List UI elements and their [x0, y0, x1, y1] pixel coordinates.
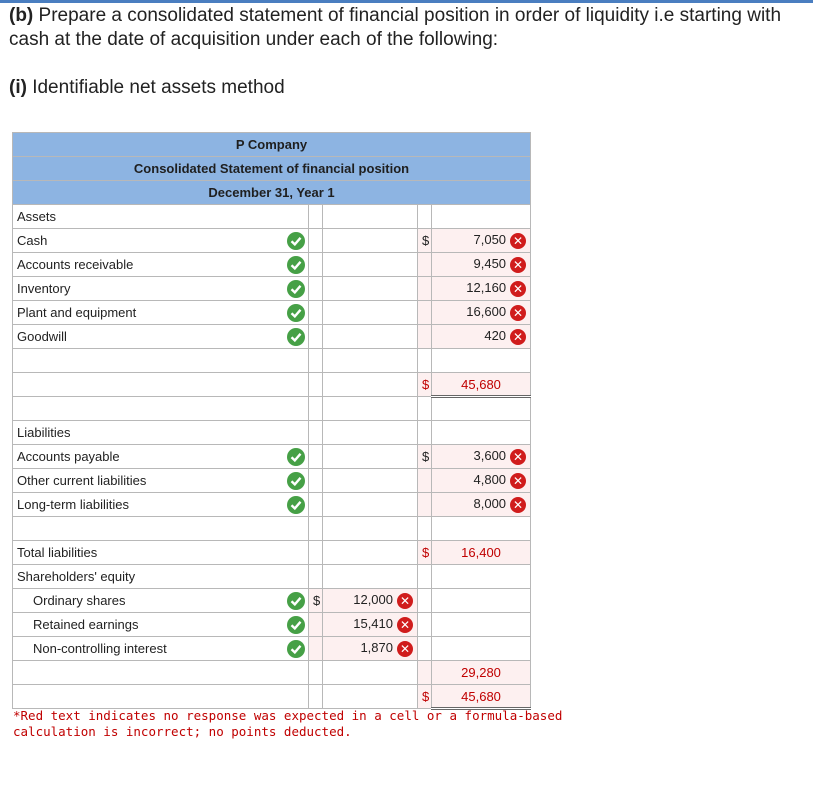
check-circle-icon	[287, 472, 305, 490]
table-row	[13, 397, 531, 421]
account-cell[interactable]	[13, 277, 309, 301]
amount-input[interactable]	[323, 613, 418, 637]
table-row	[13, 229, 531, 253]
check-circle-icon	[287, 256, 305, 274]
equity-heading: Shareholders' equity	[13, 565, 309, 589]
dollar-sign: $	[309, 589, 323, 613]
total-equity-value: 29,280	[432, 661, 531, 685]
amount-value: 9,450	[473, 256, 507, 272]
x-circle-icon: ✕	[510, 449, 526, 465]
check-circle-icon	[287, 280, 305, 298]
account-label: Retained earnings	[33, 617, 139, 632]
dollar-sign	[418, 301, 432, 325]
dollar-sign: $	[418, 229, 432, 253]
account-label: Cash	[17, 233, 48, 248]
amount-input[interactable]	[432, 325, 531, 349]
check-circle-icon	[287, 328, 305, 346]
check-circle-icon	[287, 448, 305, 466]
total-liabilities-value: 16,400	[432, 541, 531, 565]
amount-input[interactable]	[432, 301, 531, 325]
statement-date: December 31, Year 1	[13, 181, 531, 205]
table-row	[13, 685, 531, 709]
check-circle-icon	[287, 496, 305, 514]
x-circle-icon: ✕	[510, 233, 526, 249]
table-row	[13, 445, 531, 469]
amount-value: 8,000	[473, 496, 507, 512]
red-text-note: *Red text indicates no response was expected in a cell or a formula-based calculation is incorrect; no points deducted.	[13, 708, 563, 739]
amount-value: 4,800	[473, 472, 507, 488]
amount-input[interactable]	[323, 589, 418, 613]
account-cell[interactable]	[13, 301, 309, 325]
table-row	[13, 349, 531, 373]
dollar-sign	[309, 613, 323, 637]
amount-value: 420	[484, 328, 507, 344]
table-row	[13, 637, 531, 661]
account-cell[interactable]	[13, 469, 309, 493]
table-row	[13, 661, 531, 685]
account-cell[interactable]	[13, 589, 309, 613]
account-cell[interactable]	[13, 445, 309, 469]
table-row	[13, 493, 531, 517]
x-circle-icon: ✕	[510, 281, 526, 297]
x-circle-icon: ✕	[510, 257, 526, 273]
account-cell[interactable]	[13, 229, 309, 253]
table-row	[13, 205, 531, 229]
dollar-sign	[418, 493, 432, 517]
table-row	[13, 613, 531, 637]
account-label: Non-controlling interest	[33, 641, 167, 656]
sub-label: (i)	[9, 77, 27, 98]
company-name: P Company	[13, 133, 531, 157]
dollar-sign	[418, 325, 432, 349]
dollar-sign: $	[418, 445, 432, 469]
amount-input[interactable]	[432, 493, 531, 517]
x-circle-icon: ✕	[510, 497, 526, 513]
account-label: Accounts payable	[17, 449, 120, 464]
table-row	[13, 325, 531, 349]
total-liabilities-label: Total liabilities	[13, 541, 309, 565]
amount-value: 12,000	[353, 592, 393, 608]
table-row	[13, 469, 531, 493]
dollar-sign	[309, 637, 323, 661]
check-circle-icon	[287, 640, 305, 658]
table-row	[13, 421, 531, 445]
amount-value: 3,600	[473, 448, 507, 464]
x-circle-icon: ✕	[397, 641, 413, 657]
table-row	[13, 517, 531, 541]
account-label: Inventory	[17, 281, 71, 296]
amount-input[interactable]	[432, 253, 531, 277]
grand-total-value: 45,680	[432, 685, 531, 709]
amount-input[interactable]	[432, 229, 531, 253]
table-row	[13, 589, 531, 613]
liabilities-heading: Liabilities	[13, 421, 309, 445]
check-circle-icon	[287, 592, 305, 610]
question-part-b	[9, 4, 809, 52]
question-sub-i	[9, 76, 285, 100]
table-row	[13, 301, 531, 325]
account-label: Plant and equipment	[17, 305, 137, 320]
x-circle-icon: ✕	[510, 473, 526, 489]
amount-input[interactable]	[432, 445, 531, 469]
financial-statement-table	[12, 132, 531, 710]
dollar-sign	[418, 277, 432, 301]
grand-total-dollar: $	[418, 685, 432, 709]
table-row	[13, 277, 531, 301]
table-row	[13, 373, 531, 397]
check-circle-icon	[287, 304, 305, 322]
table-row	[13, 253, 531, 277]
total-liabilities-dollar: $	[418, 541, 432, 565]
account-label: Other current liabilities	[17, 473, 147, 488]
amount-value: 12,160	[466, 280, 507, 296]
table-row	[13, 541, 531, 565]
account-cell[interactable]	[13, 613, 309, 637]
statement-title: Consolidated Statement of financial position	[13, 157, 531, 181]
x-circle-icon: ✕	[510, 305, 526, 321]
x-circle-icon: ✕	[510, 329, 526, 345]
dollar-sign	[418, 469, 432, 493]
sub-text: Identifiable net assets method	[26, 77, 285, 98]
amount-value: 16,600	[466, 304, 507, 320]
assets-heading: Assets	[13, 205, 309, 229]
account-cell[interactable]	[13, 253, 309, 277]
total-assets-dollar: $	[418, 373, 432, 397]
amount-input[interactable]	[432, 469, 531, 493]
table-row	[13, 565, 531, 589]
account-cell[interactable]	[13, 637, 309, 661]
account-label: Long-term liabilities	[17, 497, 129, 512]
account-label: Ordinary shares	[33, 593, 126, 608]
account-label: Goodwill	[17, 329, 67, 344]
amount-input[interactable]	[323, 637, 418, 661]
account-cell[interactable]	[13, 493, 309, 517]
check-circle-icon	[287, 232, 305, 250]
x-circle-icon: ✕	[397, 617, 413, 633]
amount-value: 15,410	[353, 616, 393, 632]
total-assets-value: 45,680	[432, 373, 531, 397]
account-cell[interactable]	[13, 325, 309, 349]
amount-value: 7,050	[473, 232, 507, 248]
x-circle-icon: ✕	[397, 593, 413, 609]
part-text: Prepare a consolidated statement of financial position in order of liquidity i.e starting with cash at the date of acquisition under each of the following:	[9, 5, 782, 50]
check-circle-icon	[287, 616, 305, 634]
amount-value: 1,870	[360, 640, 393, 656]
dollar-sign	[418, 253, 432, 277]
account-label: Accounts receivable	[17, 257, 134, 272]
amount-input[interactable]	[432, 277, 531, 301]
top-accent-bar	[0, 0, 813, 3]
part-label: (b)	[9, 5, 34, 26]
